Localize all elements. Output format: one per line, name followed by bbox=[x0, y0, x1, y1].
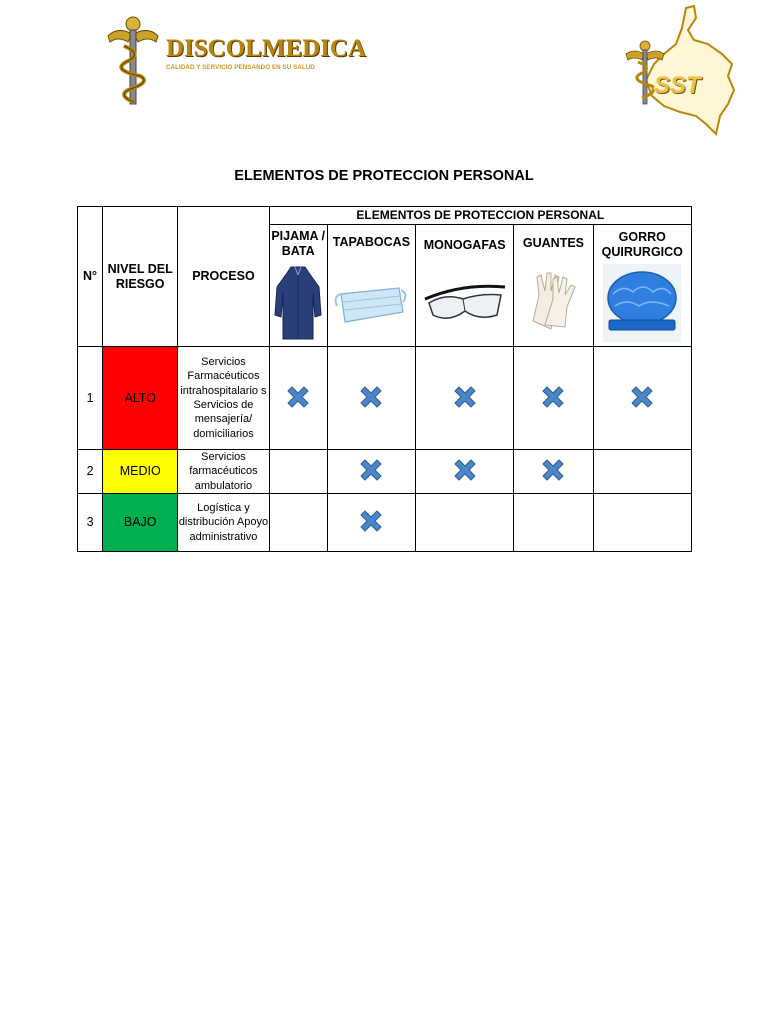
table-row bbox=[78, 347, 692, 450]
ppe-mark-cell bbox=[416, 450, 514, 494]
process-cell: Servicios farmacéuticos ambulatorio bbox=[178, 450, 269, 494]
ppe-mark-cell bbox=[416, 347, 514, 450]
column-header-gloves bbox=[514, 225, 593, 347]
sst-logo-text: SST bbox=[654, 72, 701, 99]
risk-level-cell: ALTO bbox=[103, 347, 178, 450]
ppe-mark-cell bbox=[416, 493, 514, 551]
column-group-ppe: ELEMENTOS DE PROTECCION PERSONAL bbox=[269, 207, 691, 225]
process-cell: Servicios Farmacéuticos intrahospitalario s Servicios de mensajería/ domiciliarios bbox=[178, 347, 269, 450]
ppe-mark-cell bbox=[514, 347, 593, 450]
brand-block bbox=[166, 36, 366, 71]
x-mark-icon bbox=[539, 456, 567, 484]
table-row bbox=[78, 493, 692, 551]
caduceus-icon bbox=[108, 17, 158, 104]
x-mark-icon bbox=[451, 383, 479, 411]
ppe-mark-cell bbox=[514, 450, 593, 494]
ppe-mark-cell bbox=[514, 493, 593, 551]
row-number: 2 bbox=[78, 450, 103, 494]
x-mark-icon bbox=[284, 383, 312, 411]
ppe-mark-cell bbox=[269, 450, 327, 494]
safety-goggles-icon bbox=[423, 257, 507, 333]
row-number: 3 bbox=[78, 493, 103, 551]
ppe-mark-cell bbox=[327, 493, 415, 551]
column-label: GORRO QUIRURGICO bbox=[601, 229, 683, 259]
ppe-mark-cell bbox=[327, 450, 415, 494]
risk-level-cell: MEDIO bbox=[103, 450, 178, 494]
colombia-map-icon bbox=[646, 6, 734, 134]
column-label: TAPABOCAS bbox=[332, 235, 411, 249]
ppe-mark-cell bbox=[593, 450, 691, 494]
column-label: PIJAMA / BATA bbox=[271, 228, 326, 258]
x-mark-icon bbox=[628, 383, 656, 411]
brand-slogan: CALIDAD Y SERVICIO PENSANDO EN SU SALUD bbox=[166, 64, 315, 71]
column-header-goggles bbox=[416, 225, 514, 347]
column-label: MONOGAFAS bbox=[423, 238, 506, 252]
face-mask-icon bbox=[333, 254, 409, 336]
surgical-cap-icon bbox=[603, 264, 681, 342]
column-header-surgical-cap bbox=[593, 225, 691, 347]
document-title: ELEMENTOS DE PROTECCION PERSONAL bbox=[234, 168, 534, 184]
x-mark-icon bbox=[539, 383, 567, 411]
column-header-face-mask bbox=[327, 225, 415, 347]
column-header-process: PROCESO bbox=[178, 207, 269, 347]
ppe-mark-cell bbox=[593, 347, 691, 450]
ppe-mark-cell bbox=[269, 347, 327, 450]
ppe-table bbox=[77, 206, 692, 552]
brand-name: DISCOLMEDICA bbox=[166, 35, 367, 62]
x-mark-icon bbox=[451, 456, 479, 484]
row-number: 1 bbox=[78, 347, 103, 450]
risk-level-cell: BAJO bbox=[103, 493, 178, 551]
column-header-number: N° bbox=[78, 207, 103, 347]
ppe-mark-cell bbox=[593, 493, 691, 551]
gloves-icon bbox=[525, 255, 581, 335]
column-header-risk-level: NIVEL DEL RIESGO bbox=[103, 207, 178, 347]
column-label: GUANTES bbox=[522, 236, 585, 250]
process-cell: Logística y distribución Apoyo administrativo bbox=[178, 493, 269, 551]
ppe-mark-cell bbox=[269, 493, 327, 551]
x-mark-icon bbox=[357, 383, 385, 411]
gown-icon bbox=[273, 263, 323, 343]
column-header-gown bbox=[269, 225, 327, 347]
x-mark-icon bbox=[357, 456, 385, 484]
x-mark-icon bbox=[357, 507, 385, 535]
table-row bbox=[78, 450, 692, 494]
ppe-mark-cell bbox=[327, 347, 415, 450]
